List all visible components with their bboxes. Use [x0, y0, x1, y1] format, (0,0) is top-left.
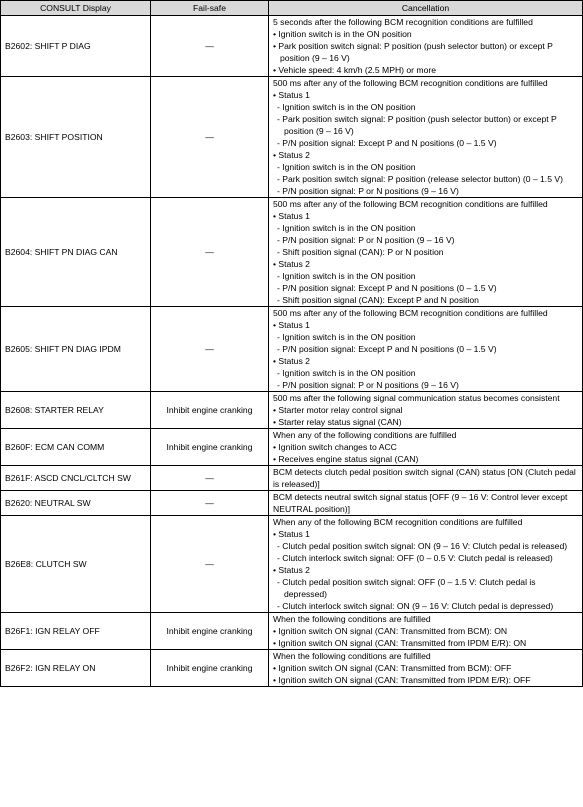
sub-item: - Shift position signal (CAN): P or N position	[277, 247, 444, 257]
cancellation-cell	[269, 613, 583, 650]
consult-display-cell: B2605: SHIFT PN DIAG IPDM	[1, 307, 151, 392]
sub-item: - P/N position signal: P or N positions (9 – 16 V)	[277, 186, 459, 196]
consult-display-cell: B26E8: CLUTCH SW	[1, 516, 151, 613]
cancellation-condition: When any of the following BCM recognition conditions are fulfilled	[273, 517, 523, 527]
sub-item: - Ignition switch is in the ON position	[277, 102, 416, 112]
bullet-item: • Status 1	[273, 529, 310, 539]
fail-safe-cell: —	[151, 516, 269, 613]
bullet-item: • Starter motor relay control signal	[273, 405, 403, 415]
cancellation-condition: When the following conditions are fulfilled	[273, 614, 431, 624]
consult-display-cell: B2608: STARTER RELAY	[1, 392, 151, 429]
cancellation-condition: 500 ms after the following signal communication status becomes consistent	[273, 393, 560, 403]
table-body	[1, 16, 583, 687]
table-header	[1, 1, 583, 16]
table-row	[1, 16, 583, 77]
cancellation-condition: 500 ms after any of the following BCM recognition conditions are fulfilled	[273, 199, 548, 209]
header-cancellation: Cancellation	[269, 1, 583, 16]
sub-item: - Clutch interlock switch signal: ON (9 – 16 V: Clutch pedal is depressed)	[277, 601, 554, 611]
bullet-item: • Vehicle speed: 4 km/h (2.5 MPH) or more	[273, 65, 437, 75]
fail-safe-cell: Inhibit engine cranking	[151, 392, 269, 429]
sub-item: - Ignition switch is in the ON position	[277, 162, 416, 172]
bullet-item: • Status 2	[273, 150, 310, 160]
table-row	[1, 77, 583, 198]
cancellation-condition: BCM detects clutch pedal position switch signal (CAN) status [ON (Clutch pedal is released)]	[273, 467, 576, 489]
consult-display-cell: B2604: SHIFT PN DIAG CAN	[1, 198, 151, 307]
cancellation-condition: 5 seconds after the following BCM recognition conditions are fulfilled	[273, 17, 533, 27]
sub-item: - Clutch interlock switch signal: OFF (0 – 0.5 V: Clutch pedal is released)	[277, 553, 553, 563]
table-row	[1, 491, 583, 516]
bullet-item: • Starter relay status signal (CAN)	[273, 417, 402, 427]
bullet-item: • Ignition switch ON signal (CAN: Transmitted from IPDM E/R): OFF	[273, 675, 531, 685]
header-fail-safe: Fail-safe	[151, 1, 269, 16]
cancellation-condition: 500 ms after any of the following BCM recognition conditions are fulfilled	[273, 308, 548, 318]
sub-item: - P/N position signal: Except P and N positions (0 – 1.5 V)	[277, 283, 497, 293]
cancellation-cell	[269, 516, 583, 613]
fail-safe-cell: —	[151, 16, 269, 77]
consult-display-cell: B261F: ASCD CNCL/CLTCH SW	[1, 466, 151, 491]
cancellation-condition: BCM detects neutral switch signal status [OFF (9 – 16 V: Control lever except NEUTRAL position)]	[273, 492, 568, 514]
cancellation-cell	[269, 307, 583, 392]
fail-safe-cell: —	[151, 491, 269, 516]
header-consult-display: CONSULT Display	[1, 1, 151, 16]
bullet-item: • Status 1	[273, 320, 310, 330]
sub-item: - P/N position signal: P or N positions (9 – 16 V)	[277, 380, 459, 390]
consult-display-cell: B260F: ECM CAN COMM	[1, 429, 151, 466]
consult-display-cell: B2603: SHIFT POSITION	[1, 77, 151, 198]
table-row	[1, 198, 583, 307]
fail-safe-cell: Inhibit engine cranking	[151, 613, 269, 650]
cancellation-cell	[269, 491, 583, 516]
cancellation-cell	[269, 198, 583, 307]
consult-display-cell: B26F1: IGN RELAY OFF	[1, 613, 151, 650]
consult-display-cell: B2602: SHIFT P DIAG	[1, 16, 151, 77]
fail-safe-cell: Inhibit engine cranking	[151, 650, 269, 687]
consult-display-cell: B26F2: IGN RELAY ON	[1, 650, 151, 687]
bullet-item: • Ignition switch ON signal (CAN: Transmitted from BCM): OFF	[273, 663, 512, 673]
sub-item: - P/N position signal: Except P and N positions (0 – 1.5 V)	[277, 138, 497, 148]
bullet-item: • Status 2	[273, 565, 310, 575]
fail-safe-cell: Inhibit engine cranking	[151, 429, 269, 466]
cancellation-condition: 500 ms after any of the following BCM recognition conditions are fulfilled	[273, 78, 548, 88]
sub-item: - Clutch pedal position switch signal: ON (9 – 16 V: Clutch pedal is released)	[277, 541, 568, 551]
table-row	[1, 516, 583, 613]
cancellation-condition: When the following conditions are fulfilled	[273, 651, 431, 661]
sub-item: - Park position switch signal: P position (release selector button) (0 – 1.5 V)	[277, 174, 563, 184]
bullet-item: • Receives engine status signal (CAN)	[273, 454, 419, 464]
sub-item: - Ignition switch is in the ON position	[277, 223, 416, 233]
fail-safe-cell: —	[151, 198, 269, 307]
table-row	[1, 429, 583, 466]
sub-item: - P/N position signal: P or N position (9 – 16 V)	[277, 235, 455, 245]
bullet-item: • Ignition switch changes to ACC	[273, 442, 397, 452]
sub-item: - Ignition switch is in the ON position	[277, 271, 416, 281]
fail-safe-cell: —	[151, 466, 269, 491]
bullet-item: • Ignition switch ON signal (CAN: Transmitted from IPDM E/R): ON	[273, 638, 527, 648]
sub-item: - Ignition switch is in the ON position	[277, 368, 416, 378]
bullet-item: • Status 2	[273, 259, 310, 269]
sub-item: - P/N position signal: Except P and N positions (0 – 1.5 V)	[277, 344, 497, 354]
cancellation-cell	[269, 392, 583, 429]
bullet-item: • Ignition switch ON signal (CAN: Transmitted from BCM): ON	[273, 626, 508, 636]
fail-safe-cell: —	[151, 77, 269, 198]
table-row	[1, 613, 583, 650]
bullet-item: • Status 1	[273, 90, 310, 100]
cancellation-cell	[269, 650, 583, 687]
table-row	[1, 392, 583, 429]
bullet-item: • Park position switch signal: P position (push selector button) or except P position (9 – 16 V)	[273, 41, 553, 63]
cancellation-cell	[269, 429, 583, 466]
cancellation-cell	[269, 466, 583, 491]
cancellation-cell	[269, 16, 583, 77]
bullet-item: • Status 2	[273, 356, 310, 366]
table-row	[1, 307, 583, 392]
sub-item: - Ignition switch is in the ON position	[277, 332, 416, 342]
cancellation-cell	[269, 77, 583, 198]
bullet-item: • Status 1	[273, 211, 310, 221]
cancellation-condition: When any of the following conditions are fulfilled	[273, 430, 457, 440]
table-row	[1, 650, 583, 687]
table-row	[1, 466, 583, 491]
bullet-item: • Ignition switch is in the ON position	[273, 29, 412, 39]
sub-item: - Park position switch signal: P position (push selector button) or except P position (9 – 16 V)	[277, 114, 557, 136]
sub-item: - Shift position signal (CAN): Except P and N position	[277, 295, 479, 305]
fail-safe-cell: —	[151, 307, 269, 392]
sub-item: - Clutch pedal position switch signal: OFF (0 – 1.5 V: Clutch pedal is depressed)	[277, 577, 536, 599]
consult-display-cell: B2620: NEUTRAL SW	[1, 491, 151, 516]
